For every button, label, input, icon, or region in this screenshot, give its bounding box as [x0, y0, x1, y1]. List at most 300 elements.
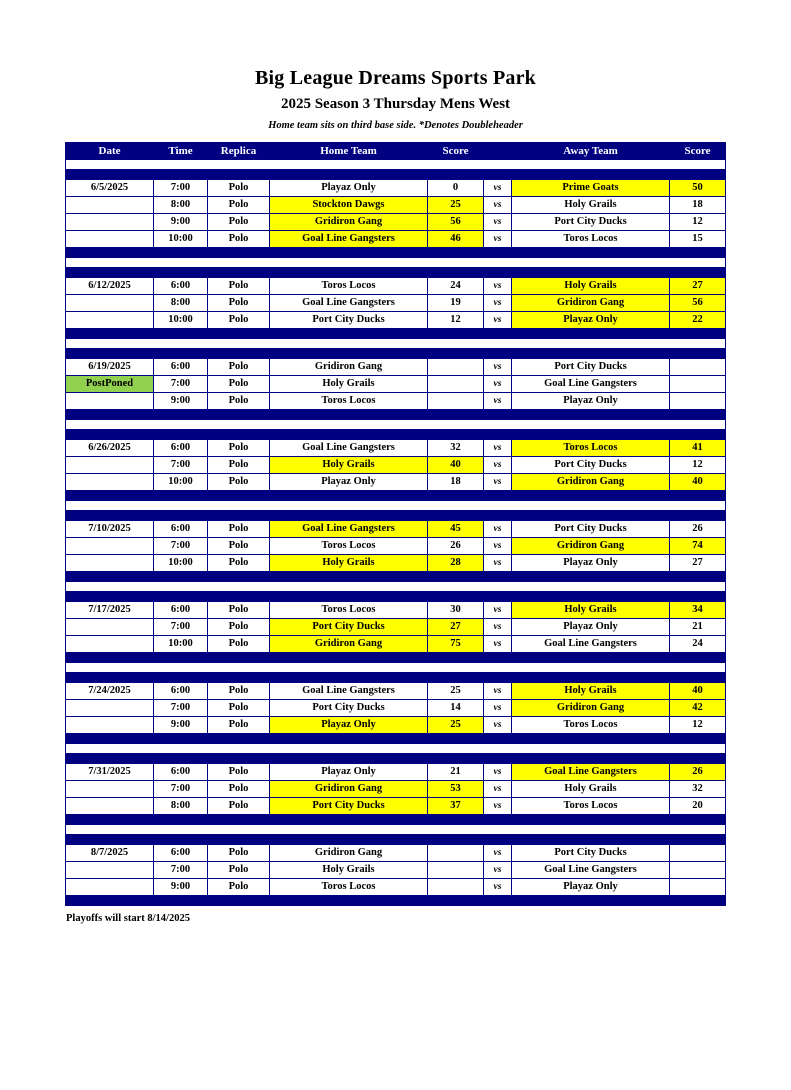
cell-away-team: Port City Ducks: [512, 214, 670, 231]
cell-vs-label: vs: [484, 231, 512, 248]
cell-vs-label: vs: [484, 683, 512, 700]
cell-home-team: Holy Grails: [270, 862, 428, 879]
table-row: [66, 393, 726, 410]
cell-away-team: Toros Locos: [512, 798, 670, 815]
section-divider-cell: [66, 896, 726, 906]
section-divider: [66, 329, 726, 339]
cell-replica: Polo: [208, 862, 270, 879]
blank-cell: [66, 258, 726, 268]
cell-date: PostPoned: [66, 376, 154, 393]
cell-home-team: Port City Ducks: [270, 619, 428, 636]
cell-vs-label: vs: [484, 474, 512, 491]
table-row: [66, 295, 726, 312]
cell-away-team: Port City Ducks: [512, 457, 670, 474]
cell-away-team: Toros Locos: [512, 440, 670, 457]
table-row: [66, 231, 726, 248]
cell-date: [66, 538, 154, 555]
cell-home-score: [428, 879, 484, 896]
table-row: [66, 845, 726, 862]
cell-vs-label: vs: [484, 555, 512, 572]
cell-home-score: 30: [428, 602, 484, 619]
cell-away-score: 32: [670, 781, 726, 798]
cell-home-team: Port City Ducks: [270, 312, 428, 329]
blank-cell: [66, 420, 726, 430]
blank-row: [66, 339, 726, 349]
cell-vs-label: vs: [484, 180, 512, 197]
cell-vs-label: vs: [484, 538, 512, 555]
cell-home-score: [428, 845, 484, 862]
col-header-away-score: Score: [670, 143, 726, 160]
section-divider-cell: [66, 511, 726, 521]
cell-home-score: 75: [428, 636, 484, 653]
table-row: [66, 781, 726, 798]
cell-home-team: Holy Grails: [270, 555, 428, 572]
section-divider-cell: [66, 835, 726, 845]
cell-away-team: Playaz Only: [512, 393, 670, 410]
section-divider: [66, 835, 726, 845]
section-divider-cell: [66, 491, 726, 501]
cell-away-team: Gridiron Gang: [512, 700, 670, 717]
section-divider-cell: [66, 248, 726, 258]
cell-away-team: Gridiron Gang: [512, 538, 670, 555]
cell-away-team: Goal Line Gangsters: [512, 862, 670, 879]
cell-home-score: 27: [428, 619, 484, 636]
cell-replica: Polo: [208, 845, 270, 862]
cell-time: 7:00: [154, 538, 208, 555]
cell-home-team: Playaz Only: [270, 717, 428, 734]
cell-date: [66, 781, 154, 798]
table-row: [66, 457, 726, 474]
cell-away-score: 18: [670, 197, 726, 214]
cell-away-score: 34: [670, 602, 726, 619]
cell-date: [66, 295, 154, 312]
cell-home-team: Holy Grails: [270, 376, 428, 393]
cell-vs-label: vs: [484, 312, 512, 329]
cell-time: 9:00: [154, 214, 208, 231]
cell-vs-label: vs: [484, 781, 512, 798]
cell-date: 6/5/2025: [66, 180, 154, 197]
blank-cell: [66, 744, 726, 754]
cell-home-score: 25: [428, 197, 484, 214]
cell-home-score: [428, 393, 484, 410]
cell-replica: Polo: [208, 457, 270, 474]
cell-away-team: Goal Line Gangsters: [512, 636, 670, 653]
section-divider-cell: [66, 673, 726, 683]
cell-away-score: 21: [670, 619, 726, 636]
page-note: Home team sits on third base side. *Denotes Doubleheader: [268, 119, 523, 131]
col-header-time: Time: [154, 143, 208, 160]
cell-home-score: 45: [428, 521, 484, 538]
table-row: [66, 700, 726, 717]
cell-away-team: Gridiron Gang: [512, 295, 670, 312]
title-block: [0, 66, 791, 132]
col-header-replica: Replica: [208, 143, 270, 160]
cell-away-team: Toros Locos: [512, 717, 670, 734]
cell-vs-label: vs: [484, 879, 512, 896]
cell-home-team: Toros Locos: [270, 602, 428, 619]
cell-away-score: 56: [670, 295, 726, 312]
cell-away-score: [670, 376, 726, 393]
section-divider: [66, 410, 726, 420]
section-divider: [66, 592, 726, 602]
cell-date: [66, 862, 154, 879]
cell-replica: Polo: [208, 278, 270, 295]
cell-home-team: Port City Ducks: [270, 700, 428, 717]
table-row: [66, 376, 726, 393]
cell-replica: Polo: [208, 764, 270, 781]
table-row: [66, 197, 726, 214]
table-row: [66, 602, 726, 619]
cell-away-score: [670, 359, 726, 376]
cell-date: [66, 636, 154, 653]
cell-replica: Polo: [208, 555, 270, 572]
cell-date: [66, 798, 154, 815]
cell-time: 10:00: [154, 474, 208, 491]
cell-replica: Polo: [208, 231, 270, 248]
col-header-date: Date: [66, 143, 154, 160]
cell-replica: Polo: [208, 440, 270, 457]
section-divider: [66, 673, 726, 683]
blank-row: [66, 744, 726, 754]
cell-away-score: 42: [670, 700, 726, 717]
cell-home-team: Goal Line Gangsters: [270, 440, 428, 457]
section-divider-cell: [66, 268, 726, 278]
cell-away-team: Port City Ducks: [512, 359, 670, 376]
cell-away-score: 22: [670, 312, 726, 329]
cell-replica: Polo: [208, 636, 270, 653]
section-divider-cell: [66, 572, 726, 582]
cell-date: [66, 700, 154, 717]
cell-away-score: 74: [670, 538, 726, 555]
schedule-page: [0, 66, 791, 1090]
cell-date: [66, 197, 154, 214]
cell-replica: Polo: [208, 295, 270, 312]
table-row: [66, 474, 726, 491]
cell-vs-label: vs: [484, 700, 512, 717]
cell-away-score: 12: [670, 214, 726, 231]
blank-cell: [66, 663, 726, 673]
table-row: [66, 619, 726, 636]
cell-away-team: Holy Grails: [512, 602, 670, 619]
cell-vs-label: vs: [484, 845, 512, 862]
cell-date: 7/17/2025: [66, 602, 154, 619]
blank-cell: [66, 825, 726, 835]
cell-replica: Polo: [208, 781, 270, 798]
cell-home-team: Gridiron Gang: [270, 781, 428, 798]
cell-date: [66, 474, 154, 491]
cell-home-score: 14: [428, 700, 484, 717]
cell-replica: Polo: [208, 214, 270, 231]
section-divider-cell: [66, 653, 726, 663]
cell-home-team: Gridiron Gang: [270, 359, 428, 376]
cell-home-score: 28: [428, 555, 484, 572]
cell-away-score: 50: [670, 180, 726, 197]
cell-home-score: [428, 376, 484, 393]
cell-time: 10:00: [154, 555, 208, 572]
section-divider-cell: [66, 815, 726, 825]
cell-home-team: Gridiron Gang: [270, 845, 428, 862]
section-divider: [66, 248, 726, 258]
table-header-row: [66, 143, 726, 160]
cell-away-score: 27: [670, 278, 726, 295]
cell-replica: Polo: [208, 474, 270, 491]
cell-home-score: 26: [428, 538, 484, 555]
cell-vs-label: vs: [484, 798, 512, 815]
cell-away-score: 12: [670, 457, 726, 474]
cell-replica: Polo: [208, 619, 270, 636]
table-row: [66, 879, 726, 896]
cell-home-score: 12: [428, 312, 484, 329]
blank-row: [66, 258, 726, 268]
cell-time: 7:00: [154, 457, 208, 474]
table-body: [66, 160, 726, 906]
cell-away-team: Goal Line Gangsters: [512, 376, 670, 393]
cell-away-team: Playaz Only: [512, 619, 670, 636]
cell-date: [66, 214, 154, 231]
cell-date: 7/10/2025: [66, 521, 154, 538]
cell-replica: Polo: [208, 538, 270, 555]
table-row: [66, 359, 726, 376]
table-row: [66, 862, 726, 879]
section-divider: [66, 734, 726, 744]
cell-away-team: Toros Locos: [512, 231, 670, 248]
cell-home-team: Goal Line Gangsters: [270, 295, 428, 312]
cell-home-score: 40: [428, 457, 484, 474]
cell-replica: Polo: [208, 359, 270, 376]
blank-cell: [66, 582, 726, 592]
cell-away-score: 26: [670, 521, 726, 538]
cell-away-team: Holy Grails: [512, 781, 670, 798]
table-row: [66, 555, 726, 572]
blank-row: [66, 501, 726, 511]
cell-date: [66, 717, 154, 734]
cell-away-score: 41: [670, 440, 726, 457]
section-divider-cell: [66, 734, 726, 744]
col-header-home-team: Home Team: [270, 143, 428, 160]
table-row: [66, 636, 726, 653]
cell-home-score: 53: [428, 781, 484, 798]
cell-vs-label: vs: [484, 636, 512, 653]
cell-home-score: [428, 862, 484, 879]
cell-home-team: Playaz Only: [270, 764, 428, 781]
cell-home-score: 25: [428, 717, 484, 734]
cell-replica: Polo: [208, 602, 270, 619]
playoffs-note: Playoffs will start 8/14/2025: [66, 913, 190, 925]
cell-home-team: Goal Line Gangsters: [270, 231, 428, 248]
cell-away-score: 26: [670, 764, 726, 781]
cell-vs-label: vs: [484, 602, 512, 619]
cell-vs-label: vs: [484, 214, 512, 231]
cell-time: 7:00: [154, 619, 208, 636]
cell-away-team: Port City Ducks: [512, 845, 670, 862]
cell-vs-label: vs: [484, 764, 512, 781]
cell-date: [66, 457, 154, 474]
section-divider: [66, 754, 726, 764]
cell-away-score: [670, 879, 726, 896]
cell-time: 9:00: [154, 717, 208, 734]
cell-time: 7:00: [154, 781, 208, 798]
cell-date: 6/12/2025: [66, 278, 154, 295]
cell-vs-label: vs: [484, 521, 512, 538]
cell-time: 6:00: [154, 683, 208, 700]
cell-vs-label: vs: [484, 359, 512, 376]
cell-away-team: Prime Goats: [512, 180, 670, 197]
cell-replica: Polo: [208, 717, 270, 734]
cell-home-score: 25: [428, 683, 484, 700]
cell-date: 7/31/2025: [66, 764, 154, 781]
section-divider: [66, 896, 726, 906]
cell-home-team: Goal Line Gangsters: [270, 683, 428, 700]
page-title: Big League Dreams Sports Park: [255, 67, 536, 89]
section-divider: [66, 653, 726, 663]
cell-away-score: 12: [670, 717, 726, 734]
table-row: [66, 521, 726, 538]
cell-home-team: Toros Locos: [270, 879, 428, 896]
section-divider: [66, 170, 726, 180]
cell-away-score: 24: [670, 636, 726, 653]
cell-vs-label: vs: [484, 197, 512, 214]
section-divider: [66, 268, 726, 278]
cell-replica: Polo: [208, 376, 270, 393]
section-divider-cell: [66, 592, 726, 602]
cell-away-score: 20: [670, 798, 726, 815]
table-header: [66, 143, 726, 160]
cell-time: 7:00: [154, 700, 208, 717]
cell-vs-label: vs: [484, 278, 512, 295]
cell-home-team: Holy Grails: [270, 457, 428, 474]
cell-home-score: 56: [428, 214, 484, 231]
cell-home-team: Goal Line Gangsters: [270, 521, 428, 538]
cell-home-score: 46: [428, 231, 484, 248]
section-divider-cell: [66, 754, 726, 764]
cell-away-team: Holy Grails: [512, 683, 670, 700]
cell-time: 9:00: [154, 393, 208, 410]
cell-home-score: [428, 359, 484, 376]
cell-replica: Polo: [208, 798, 270, 815]
cell-away-team: Playaz Only: [512, 555, 670, 572]
cell-date: 8/7/2025: [66, 845, 154, 862]
cell-home-score: 18: [428, 474, 484, 491]
cell-away-team: Playaz Only: [512, 879, 670, 896]
table-row: [66, 683, 726, 700]
cell-time: 6:00: [154, 602, 208, 619]
section-divider: [66, 511, 726, 521]
blank-row: [66, 582, 726, 592]
cell-away-team: Port City Ducks: [512, 521, 670, 538]
cell-away-team: Playaz Only: [512, 312, 670, 329]
cell-vs-label: vs: [484, 862, 512, 879]
table-row: [66, 312, 726, 329]
cell-date: [66, 555, 154, 572]
cell-away-score: 15: [670, 231, 726, 248]
cell-time: 9:00: [154, 879, 208, 896]
cell-time: 6:00: [154, 845, 208, 862]
cell-date: [66, 879, 154, 896]
table-row: [66, 717, 726, 734]
section-divider-cell: [66, 349, 726, 359]
cell-date: 7/24/2025: [66, 683, 154, 700]
cell-date: [66, 231, 154, 248]
cell-time: 10:00: [154, 312, 208, 329]
table-row: [66, 180, 726, 197]
cell-away-score: 27: [670, 555, 726, 572]
col-header-home-score: Score: [428, 143, 484, 160]
cell-replica: Polo: [208, 683, 270, 700]
section-divider: [66, 815, 726, 825]
table-row: [66, 214, 726, 231]
cell-home-team: Toros Locos: [270, 278, 428, 295]
table-row: [66, 440, 726, 457]
cell-date: [66, 393, 154, 410]
page-subtitle: 2025 Season 3 Thursday Mens West: [280, 96, 511, 112]
cell-date: 6/19/2025: [66, 359, 154, 376]
cell-away-team: Gridiron Gang: [512, 474, 670, 491]
cell-home-team: Gridiron Gang: [270, 214, 428, 231]
blank-row: [66, 663, 726, 673]
cell-time: 8:00: [154, 295, 208, 312]
cell-home-team: Gridiron Gang: [270, 636, 428, 653]
cell-replica: Polo: [208, 180, 270, 197]
schedule-table: [65, 142, 726, 906]
cell-time: 10:00: [154, 231, 208, 248]
cell-vs-label: vs: [484, 295, 512, 312]
table-row: [66, 798, 726, 815]
cell-away-team: Holy Grails: [512, 278, 670, 295]
col-header-vs: [484, 143, 512, 160]
cell-home-team: Playaz Only: [270, 474, 428, 491]
cell-time: 6:00: [154, 521, 208, 538]
cell-time: 6:00: [154, 440, 208, 457]
table-row: [66, 538, 726, 555]
blank-cell: [66, 339, 726, 349]
cell-home-score: 21: [428, 764, 484, 781]
cell-home-team: Playaz Only: [270, 180, 428, 197]
cell-away-score: 40: [670, 474, 726, 491]
cell-away-score: [670, 862, 726, 879]
table-row: [66, 278, 726, 295]
cell-home-team: Port City Ducks: [270, 798, 428, 815]
section-divider: [66, 572, 726, 582]
blank-row: [66, 825, 726, 835]
cell-away-team: Holy Grails: [512, 197, 670, 214]
cell-vs-label: vs: [484, 393, 512, 410]
cell-time: 7:00: [154, 376, 208, 393]
cell-away-score: [670, 845, 726, 862]
cell-date: [66, 312, 154, 329]
blank-cell: [66, 501, 726, 511]
section-divider: [66, 491, 726, 501]
cell-time: 8:00: [154, 798, 208, 815]
cell-replica: Polo: [208, 197, 270, 214]
section-divider-cell: [66, 430, 726, 440]
cell-home-team: Toros Locos: [270, 393, 428, 410]
cell-away-score: 40: [670, 683, 726, 700]
cell-vs-label: vs: [484, 619, 512, 636]
cell-date: [66, 619, 154, 636]
cell-replica: Polo: [208, 700, 270, 717]
section-divider: [66, 430, 726, 440]
cell-home-score: 37: [428, 798, 484, 815]
cell-vs-label: vs: [484, 457, 512, 474]
blank-cell: [66, 160, 726, 170]
table-row: [66, 764, 726, 781]
cell-replica: Polo: [208, 521, 270, 538]
cell-away-team: Goal Line Gangsters: [512, 764, 670, 781]
cell-time: 7:00: [154, 180, 208, 197]
cell-home-team: Toros Locos: [270, 538, 428, 555]
cell-time: 6:00: [154, 764, 208, 781]
cell-replica: Polo: [208, 393, 270, 410]
